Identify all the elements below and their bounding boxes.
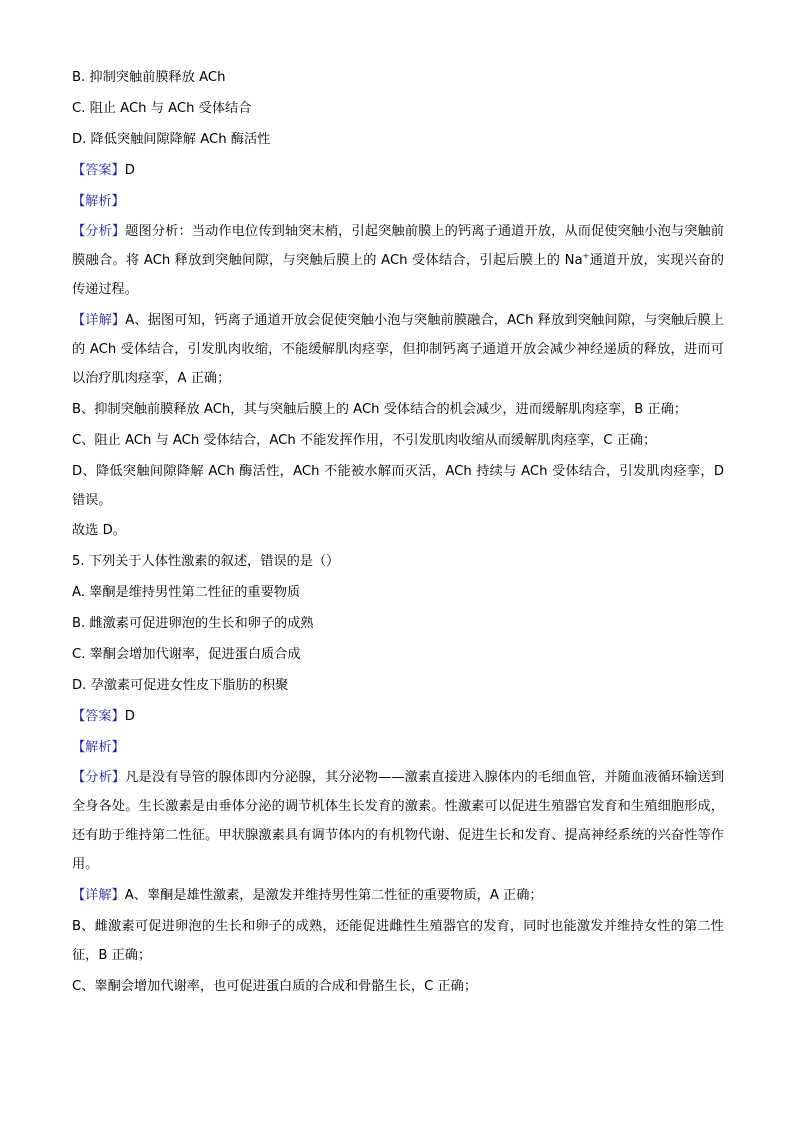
answer-tag: 【答案】 <box>72 709 125 724</box>
q5-xiangjie-b: B、雌激素可促进卵泡的生长和卵子的成熟，还能促进雌性生殖器官的发育，同时也能激发并维持女性的第二性征，B 正确； <box>72 919 724 963</box>
fenxi-text: 凡是没有导管的腺体即内分泌腺，其分泌物——激素直接进入腺体内的毛细血管，并随血液循环输送到全身各处。生长激素是由垂体分泌的调节机体生长发育的激素。性激素可以促进生殖器官发育和生殖细胞形成，还有助于维持第二性征。甲状腺激素具有调节体内的有机物代谢、促进生长和发育、提高神经系统的兴奋性等作用。 <box>72 770 725 872</box>
xiangjie-tag: 【详解】 <box>72 313 126 328</box>
analysis-tag: 【解析】 <box>72 194 125 209</box>
q5-option-a: A. 睾酮是维持男性第二性征的重要物质 <box>72 585 301 600</box>
document-page <box>72 62 724 1001</box>
superscript-plus: + <box>582 251 590 261</box>
q4-xiangjie-a <box>72 306 724 393</box>
q5-xiangjie-c: C、睾酮会增加代谢率，也可促进蛋白质的合成和骨骼生长，C 正确； <box>72 979 478 994</box>
fenxi-text-1: 题图分析：当动作电位传到轴突末梢，引起突触前膜上的钙离子通道开放，从而促使突触小泡与突触前膜融合。将 ACh 释放到突触间隙，与突触后膜上的 ACh 受体结合，引起后膜上的 Na <box>72 224 724 268</box>
fenxi-tag: 【分析】 <box>72 224 126 239</box>
answer-tag: 【答案】 <box>72 163 125 178</box>
q4-conclusion: 故选 D。 <box>72 523 126 538</box>
fenxi-tag: 【分析】 <box>72 770 126 785</box>
q4-option-d: D. 降低突触间隙降解 ACh 酶活性 <box>72 132 271 147</box>
q5-fenxi <box>72 763 724 879</box>
analysis-tag: 【解析】 <box>72 740 125 755</box>
q4-analysis-tag <box>72 186 724 217</box>
q4-xiangjie-d: D、降低突触间隙降解 ACh 酶活性，ACh 不能被水解而灭活，ACh 持续与 ACh 受体结合，引发肌肉痉挛，D 错误。 <box>72 464 724 508</box>
q5-xiangjie-a <box>72 881 724 910</box>
xiangjie-tag: 【详解】 <box>72 888 125 903</box>
q4-xiangjie-c: C、阻止 ACh 与 ACh 受体结合，ACh 不能发挥作用，不引发肌肉收缩从而缓解肌肉痉挛，C 正确； <box>72 433 657 448</box>
answer-value: D <box>124 709 135 724</box>
xiangjie-a-text: A、睾酮是雄性激素，是激发并维持男性第二性征的重要物质，A 正确； <box>124 888 543 903</box>
q5-stem: 5. 下列关于人体性激素的叙述，错误的是（） <box>72 554 340 569</box>
q4-fenxi <box>72 217 724 304</box>
xiangjie-a-text: A、据图可知，钙离子通道开放会促使突触小泡与突触前膜融合，ACh 释放到突触间隙，与突触后膜上的 ACh 受体结合，引发肌肉收缩，不能缓解肌肉痉挛，但抑制钙离子通道开放会减少神经递质的释放，进而可以治疗肌肉痉挛，A 正确； <box>72 313 724 386</box>
q5-option-d: D. 孕激素可促进女性皮下脂肪的积聚 <box>72 678 289 693</box>
answer-value: D <box>124 163 135 178</box>
q5-option-b: B. 雌激素可促进卵泡的生长和卵子的成熟 <box>72 616 314 631</box>
q4-option-b: B. 抑制突触前膜释放 ACh <box>72 70 226 85</box>
q5-answer <box>72 701 724 732</box>
q4-xiangjie-b: B、抑制突触前膜释放 ACh，其与突触后膜上的 ACh 受体结合的机会减少，进而缓解肌肉痉挛，B 正确； <box>72 402 688 417</box>
fenxi-text-2: 通道开放，实现兴奋的传递过程。 <box>72 253 724 297</box>
q5-analysis-tag <box>72 732 724 763</box>
q5-option-c: C. 睾酮会增加代谢率，促进蛋白质合成 <box>72 647 301 662</box>
q4-option-c: C. 阻止 ACh 与 ACh 受体结合 <box>72 101 252 116</box>
q4-answer <box>72 155 724 186</box>
